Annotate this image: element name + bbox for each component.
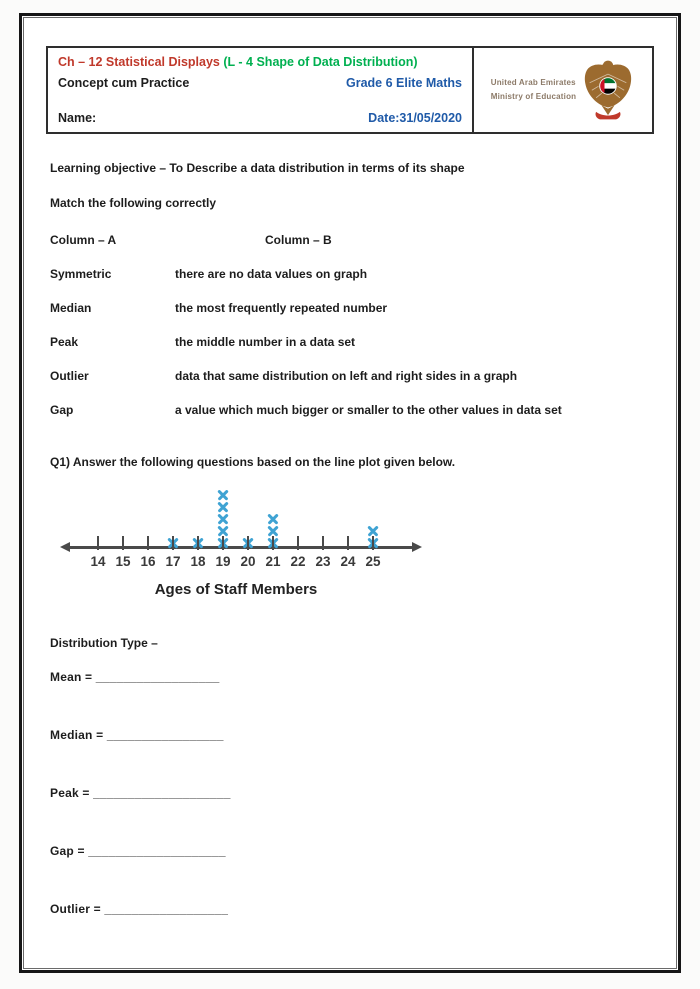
mean-label: Mean = — [50, 670, 96, 684]
axis-tick — [122, 536, 124, 550]
grade-label: Grade 6 Elite Maths — [345, 76, 462, 90]
axis-tick — [222, 536, 224, 550]
match-row — [50, 301, 650, 315]
x-marker — [267, 525, 279, 536]
axis-tick-label: 21 — [265, 554, 281, 569]
match-definition: a value which much bigger or smaller to the other values in data set — [175, 403, 562, 417]
worksheet-body — [46, 161, 654, 916]
answer-line-median — [50, 728, 650, 742]
axis-tick-label: 20 — [240, 554, 256, 569]
axis-tick — [272, 536, 274, 550]
column-b-header: Column – B — [265, 233, 332, 247]
ministry-line2: Ministry of Education — [490, 92, 577, 101]
x-marker — [217, 501, 229, 512]
column-a-header: Column – A — [50, 233, 117, 247]
axis-tick — [247, 536, 249, 550]
median-blank[interactable]: _________________ — [106, 728, 224, 742]
name-label: Name: — [58, 111, 97, 125]
ministry-line1: United Arab Emirates — [490, 78, 576, 88]
match-row — [50, 369, 650, 383]
axis-tick-label: 14 — [90, 554, 106, 569]
axis-tick-label: 17 — [165, 554, 181, 569]
match-definition: there are no data values on graph — [175, 267, 368, 281]
match-term: Median — [50, 301, 92, 315]
x-marker — [367, 525, 379, 536]
axis-tick — [97, 536, 99, 550]
answer-line-peak — [50, 786, 650, 800]
x-marker — [267, 513, 279, 524]
learning-objective: Learning objective – To Describe a data distribution in terms of its shape — [50, 161, 465, 175]
x-marker — [217, 513, 229, 524]
axis-tick — [172, 536, 174, 550]
match-term: Outlier — [50, 369, 89, 383]
line-plot — [60, 477, 432, 609]
header-table — [46, 46, 654, 134]
axis-right-arrow-icon — [412, 542, 422, 552]
match-definition: the most frequently repeated number — [175, 301, 388, 315]
axis-tick — [297, 536, 299, 550]
outlier-blank[interactable]: __________________ — [104, 902, 229, 916]
x-marker — [217, 489, 229, 500]
axis-tick-label: 22 — [290, 554, 306, 569]
worksheet-title — [58, 55, 462, 69]
axis-tick-label: 24 — [340, 554, 356, 569]
match-term: Symmetric — [50, 267, 112, 281]
worksheet-type-label: Concept cum Practice — [58, 76, 190, 90]
date-label: Date:31/05/2020 — [368, 111, 462, 125]
match-term: Peak — [50, 335, 79, 349]
match-definition: the middle number in a data set — [175, 335, 356, 349]
match-definition: data that same distribution on left and right sides in a graph — [175, 369, 518, 383]
gap-blank[interactable]: ____________________ — [88, 844, 226, 858]
answer-line-mean — [50, 670, 650, 684]
answer-line-outlier — [50, 902, 650, 916]
axis-tick-label: 23 — [315, 554, 331, 569]
lesson-title: (L - 4 Shape of Data Distribution) — [223, 55, 418, 69]
axis-tick — [147, 536, 149, 550]
match-row — [50, 403, 650, 417]
distribution-type-label: Distribution Type – — [50, 636, 158, 650]
axis-tick — [322, 536, 324, 550]
match-row — [50, 335, 650, 349]
question-1-text: Q1) Answer the following questions based on the line plot given below. — [50, 455, 456, 469]
answer-line-gap — [50, 844, 650, 858]
outlier-label: Outlier = — [50, 902, 105, 916]
gap-label: Gap = — [50, 844, 89, 858]
axis-tick — [197, 536, 199, 550]
header-left-cell — [48, 48, 474, 132]
match-row — [50, 267, 650, 281]
mean-blank[interactable]: __________________ — [95, 670, 220, 684]
plot-title: Ages of Staff Members — [154, 581, 318, 598]
uae-falcon-emblem-icon — [581, 59, 635, 121]
x-marker — [217, 525, 229, 536]
axis-tick-label: 25 — [365, 554, 381, 569]
axis-tick — [347, 536, 349, 550]
ministry-name — [491, 76, 577, 103]
ministry-cell — [474, 48, 652, 132]
peak-label: Peak = — [50, 786, 94, 800]
median-label: Median = — [50, 728, 107, 742]
worksheet-page — [19, 13, 681, 973]
axis-tick-label: 18 — [190, 554, 206, 569]
axis-tick-label: 19 — [215, 554, 231, 569]
axis-tick-label: 15 — [115, 554, 131, 569]
match-columns-header — [50, 233, 650, 247]
axis-tick-label: 16 — [140, 554, 156, 569]
peak-blank[interactable]: ____________________ — [93, 786, 231, 800]
match-instruction: Match the following correctly — [50, 196, 217, 210]
chapter-title: Ch – 12 Statistical Displays — [58, 55, 224, 69]
axis-tick — [372, 536, 374, 550]
match-term: Gap — [50, 403, 74, 417]
